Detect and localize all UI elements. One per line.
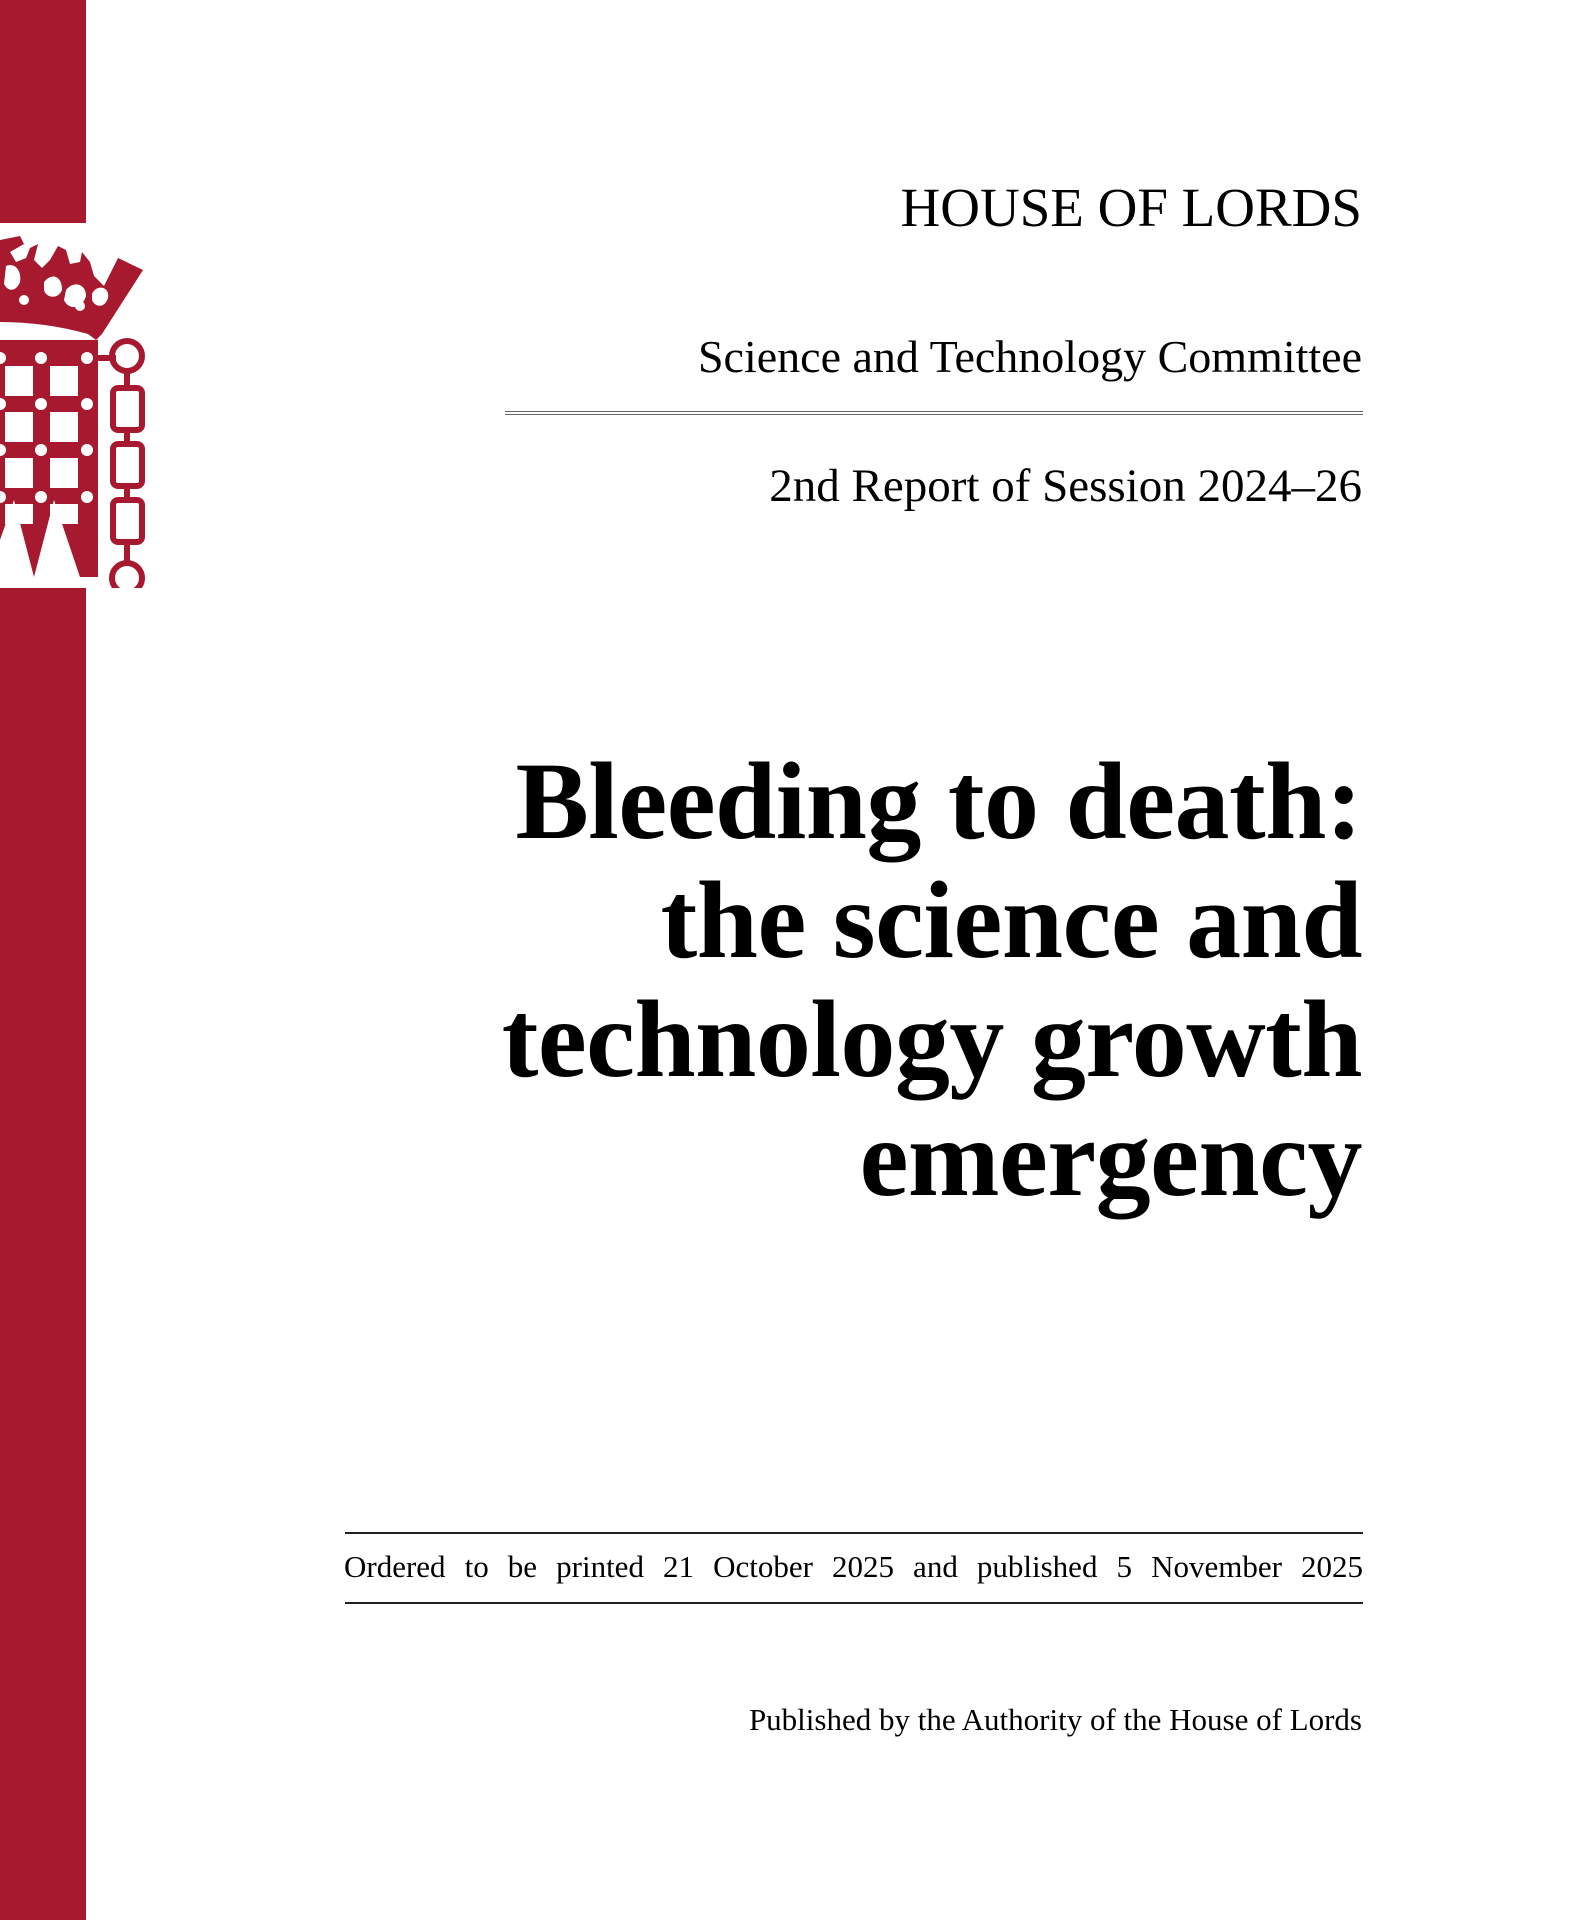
footer-divider-bottom: [345, 1602, 1363, 1604]
report-session: 2nd Report of Session 2024–26: [769, 460, 1362, 512]
title-line-4: emergency: [859, 1097, 1362, 1219]
red-side-bar-top: [0, 0, 86, 223]
publisher-statement: Published by the Authority of the House of Lords: [748, 1702, 1362, 1737]
report-title: [362, 742, 1362, 1218]
title-line-3: technology growth: [501, 978, 1362, 1100]
title-line-1: Bleeding to death:: [515, 740, 1362, 862]
print-publication-dates: Ordered to be printed 21 October 2025 and published 5 November 2025: [344, 1549, 1363, 1584]
committee-name: Science and Technology Committee: [697, 331, 1362, 382]
portcullis-crown-icon: [0, 223, 160, 588]
footer-divider-top: [345, 1532, 1363, 1534]
title-line-2: the science and: [660, 859, 1362, 981]
house-of-lords-heading: HOUSE OF LORDS: [900, 177, 1362, 238]
red-side-bar-bottom: [0, 588, 86, 1920]
header-divider: [505, 411, 1363, 415]
